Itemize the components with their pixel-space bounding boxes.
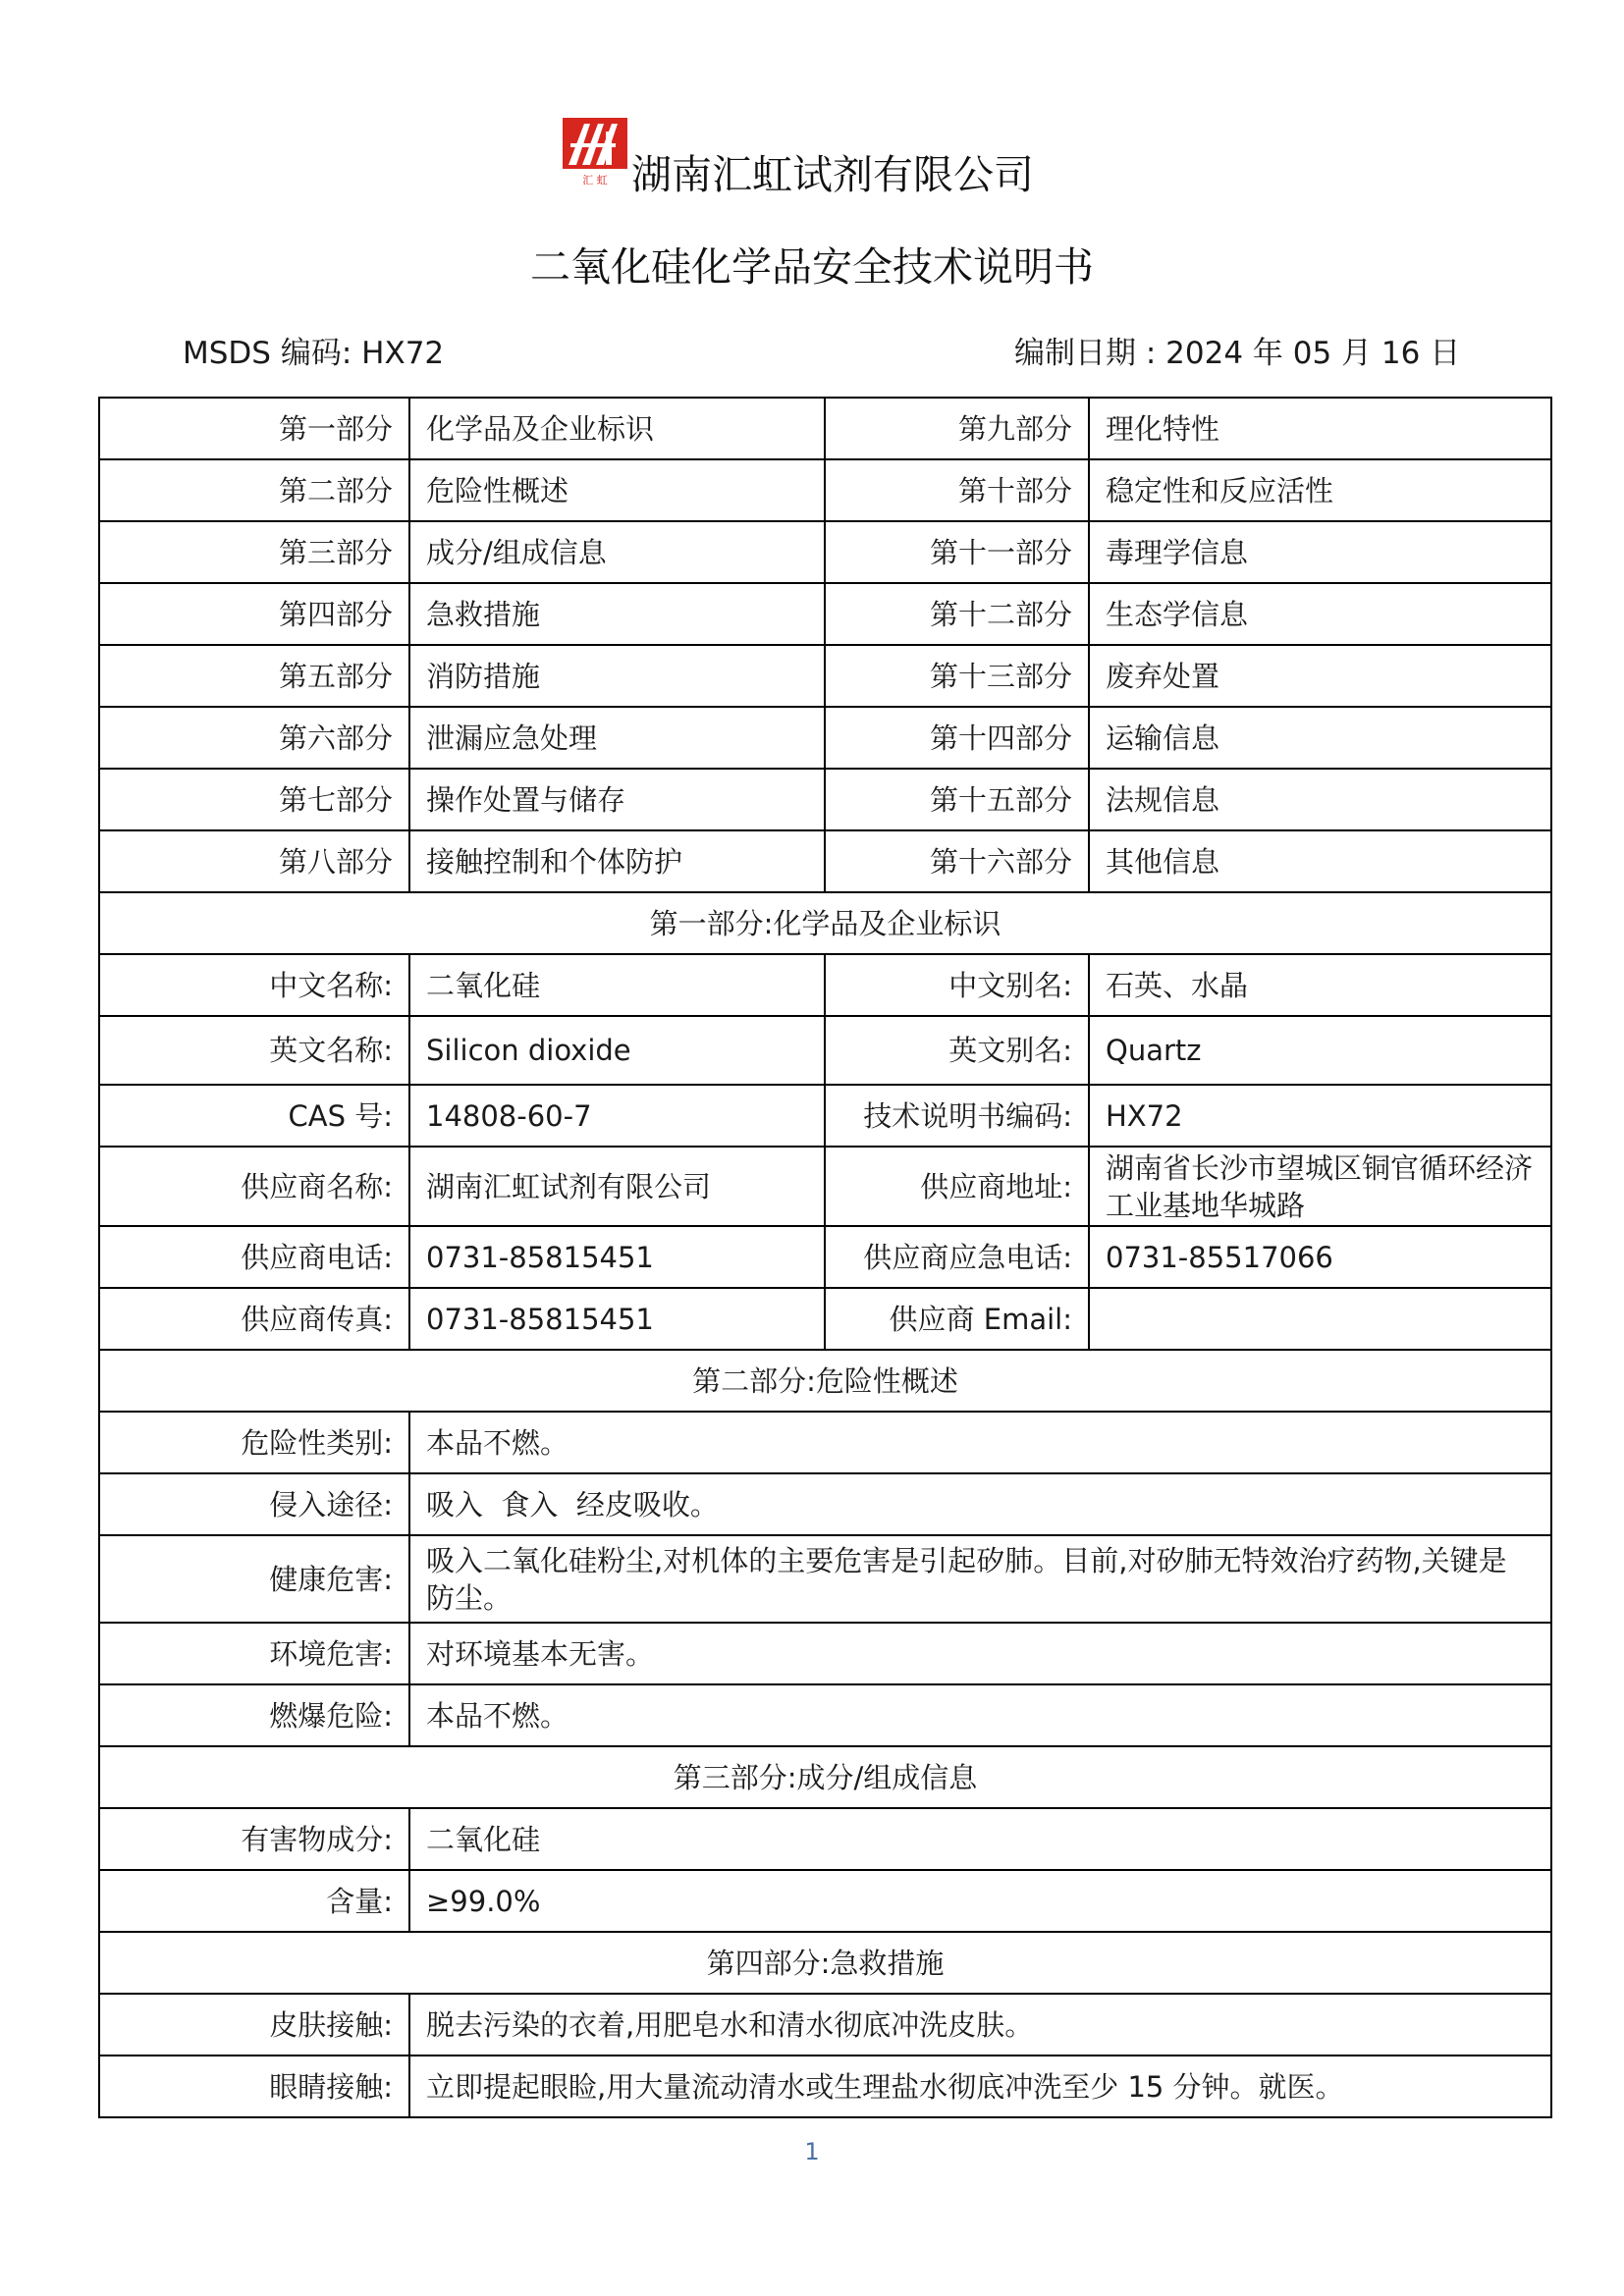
toc-part-number: 第十二部分 bbox=[825, 583, 1089, 645]
toc-part-name: 稳定性和反应活性 bbox=[1089, 459, 1551, 521]
compile-date-line bbox=[1014, 332, 1460, 375]
toc-part-number: 第七部分 bbox=[99, 769, 409, 830]
toc-part-name: 毒理学信息 bbox=[1089, 521, 1551, 583]
table-row bbox=[99, 1412, 1551, 1473]
section-heading-part2: 第二部分:危险性概述 bbox=[99, 1350, 1551, 1412]
toc-part-name: 化学品及企业标识 bbox=[409, 398, 825, 459]
toc-part-name: 危险性概述 bbox=[409, 459, 825, 521]
toc-row bbox=[99, 645, 1551, 707]
field-value: 吸入二氧化硅粉尘,对机体的主要危害是引起矽肺。目前,对矽肺无特效治疗药物,关键是防尘。 bbox=[409, 1535, 1551, 1623]
field-value: 二氧化硅 bbox=[409, 1808, 1551, 1870]
company-logo-icon bbox=[563, 118, 627, 187]
field-label: 有害物成分: bbox=[99, 1808, 409, 1870]
toc-row bbox=[99, 398, 1551, 459]
page-number: 1 bbox=[804, 2138, 820, 2165]
table-row bbox=[99, 1684, 1551, 1746]
msds-code-line bbox=[183, 332, 444, 375]
field-value: 湖南汇虹试剂有限公司 bbox=[409, 1147, 825, 1226]
section-heading-part1: 第一部分:化学品及企业标识 bbox=[99, 892, 1551, 954]
toc-part-number: 第九部分 bbox=[825, 398, 1089, 459]
toc-part-name: 操作处置与储存 bbox=[409, 769, 825, 830]
compile-date-value: 2024 年 05 月 16 日 bbox=[1165, 336, 1461, 371]
field-label: CAS 号: bbox=[99, 1085, 409, 1147]
toc-part-number: 第十四部分 bbox=[825, 707, 1089, 769]
toc-part-name: 废弃处置 bbox=[1089, 645, 1551, 707]
toc-part-number: 第五部分 bbox=[99, 645, 409, 707]
section-heading-part4: 第四部分:急救措施 bbox=[99, 1932, 1551, 1994]
toc-part-name: 其他信息 bbox=[1089, 830, 1551, 892]
field-value: 本品不燃。 bbox=[409, 1684, 1551, 1746]
field-label: 英文名称: bbox=[99, 1016, 409, 1085]
field-label: 眼睛接触: bbox=[99, 2056, 409, 2117]
field-label: 危险性类别: bbox=[99, 1412, 409, 1473]
field-value: ≥99.0% bbox=[409, 1870, 1551, 1932]
toc-row bbox=[99, 459, 1551, 521]
toc-part-number: 第二部分 bbox=[99, 459, 409, 521]
field-label: 中文别名: bbox=[825, 954, 1089, 1016]
table-row bbox=[99, 1473, 1551, 1535]
field-label: 环境危害: bbox=[99, 1623, 409, 1684]
field-value: HX72 bbox=[1089, 1085, 1551, 1147]
toc-part-name: 接触控制和个体防护 bbox=[409, 830, 825, 892]
field-label: 供应商应急电话: bbox=[825, 1226, 1089, 1288]
table-row bbox=[99, 1226, 1551, 1288]
toc-part-number: 第十部分 bbox=[825, 459, 1089, 521]
field-label: 含量: bbox=[99, 1870, 409, 1932]
field-value: Silicon dioxide bbox=[409, 1016, 825, 1085]
field-label: 供应商电话: bbox=[99, 1226, 409, 1288]
svg-text:汇 虹: 汇 虹 bbox=[582, 174, 608, 187]
toc-part-number: 第十一部分 bbox=[825, 521, 1089, 583]
toc-row bbox=[99, 521, 1551, 583]
field-value: 0731-85815451 bbox=[409, 1288, 825, 1350]
section-heading-row bbox=[99, 1350, 1551, 1412]
table-row bbox=[99, 1808, 1551, 1870]
field-value: 立即提起眼睑,用大量流动清水或生理盐水彻底冲洗至少 15 分钟。就医。 bbox=[409, 2056, 1551, 2117]
toc-part-number: 第四部分 bbox=[99, 583, 409, 645]
field-label: 侵入途径: bbox=[99, 1473, 409, 1535]
field-label: 技术说明书编码: bbox=[825, 1085, 1089, 1147]
field-label: 英文别名: bbox=[825, 1016, 1089, 1085]
toc-part-name: 泄漏应急处理 bbox=[409, 707, 825, 769]
toc-part-number: 第十五部分 bbox=[825, 769, 1089, 830]
table-row bbox=[99, 1016, 1551, 1085]
field-label: 健康危害: bbox=[99, 1535, 409, 1623]
table-row bbox=[99, 1870, 1551, 1932]
field-label: 燃爆危险: bbox=[99, 1684, 409, 1746]
toc-part-name: 成分/组成信息 bbox=[409, 521, 825, 583]
field-label: 供应商地址: bbox=[825, 1147, 1089, 1226]
toc-part-name: 理化特性 bbox=[1089, 398, 1551, 459]
toc-row bbox=[99, 583, 1551, 645]
field-value: Quartz bbox=[1089, 1016, 1551, 1085]
toc-part-number: 第十六部分 bbox=[825, 830, 1089, 892]
toc-part-name: 运输信息 bbox=[1089, 707, 1551, 769]
field-value: 脱去污染的衣着,用肥皂水和清水彻底冲洗皮肤。 bbox=[409, 1994, 1551, 2056]
field-label: 供应商名称: bbox=[99, 1147, 409, 1226]
table-row bbox=[99, 1623, 1551, 1684]
msds-code-label: MSDS 编码: bbox=[183, 336, 352, 371]
compile-date-label: 编制日期 : bbox=[1014, 336, 1157, 371]
field-label: 中文名称: bbox=[99, 954, 409, 1016]
table-row bbox=[99, 1085, 1551, 1147]
section-heading-row bbox=[99, 892, 1551, 954]
toc-part-name: 生态学信息 bbox=[1089, 583, 1551, 645]
company-name: 湖南汇虹试剂有限公司 bbox=[631, 151, 1034, 198]
toc-part-number: 第一部分 bbox=[99, 398, 409, 459]
field-value: 二氧化硅 bbox=[409, 954, 825, 1016]
table-row bbox=[99, 1147, 1551, 1226]
field-value: 本品不燃。 bbox=[409, 1412, 1551, 1473]
document-title: 二氧化硅化学品安全技术说明书 bbox=[530, 243, 1094, 291]
table-row bbox=[99, 1994, 1551, 2056]
field-label: 供应商传真: bbox=[99, 1288, 409, 1350]
section-heading-row bbox=[99, 1746, 1551, 1808]
field-value: 对环境基本无害。 bbox=[409, 1623, 1551, 1684]
toc-part-name: 急救措施 bbox=[409, 583, 825, 645]
field-value: 0731-85517066 bbox=[1089, 1226, 1551, 1288]
toc-part-number: 第十三部分 bbox=[825, 645, 1089, 707]
toc-row bbox=[99, 707, 1551, 769]
supplier-address-value: 湖南省长沙市望城区铜官循环经济工业基地华城路 bbox=[1089, 1147, 1551, 1226]
toc-part-name: 法规信息 bbox=[1089, 769, 1551, 830]
field-value: 石英、水晶 bbox=[1089, 954, 1551, 1016]
toc-part-number: 第八部分 bbox=[99, 830, 409, 892]
section-heading-part3: 第三部分:成分/组成信息 bbox=[99, 1746, 1551, 1808]
table-row bbox=[99, 1288, 1551, 1350]
toc-part-number: 第六部分 bbox=[99, 707, 409, 769]
field-value: 吸入 食入 经皮吸收。 bbox=[409, 1473, 1551, 1535]
msds-table bbox=[98, 397, 1552, 2118]
table-row bbox=[99, 954, 1551, 1016]
field-label: 皮肤接触: bbox=[99, 1994, 409, 2056]
field-value: 0731-85815451 bbox=[409, 1226, 825, 1288]
field-label: 供应商 Email: bbox=[825, 1288, 1089, 1350]
toc-row bbox=[99, 830, 1551, 892]
field-value bbox=[1089, 1288, 1551, 1350]
toc-part-name: 消防措施 bbox=[409, 645, 825, 707]
section-heading-row bbox=[99, 1932, 1551, 1994]
msds-code-value: HX72 bbox=[361, 336, 445, 371]
toc-part-number: 第三部分 bbox=[99, 521, 409, 583]
table-row bbox=[99, 1535, 1551, 1623]
field-value: 14808-60-7 bbox=[409, 1085, 825, 1147]
table-row bbox=[99, 2056, 1551, 2117]
toc-row bbox=[99, 769, 1551, 830]
